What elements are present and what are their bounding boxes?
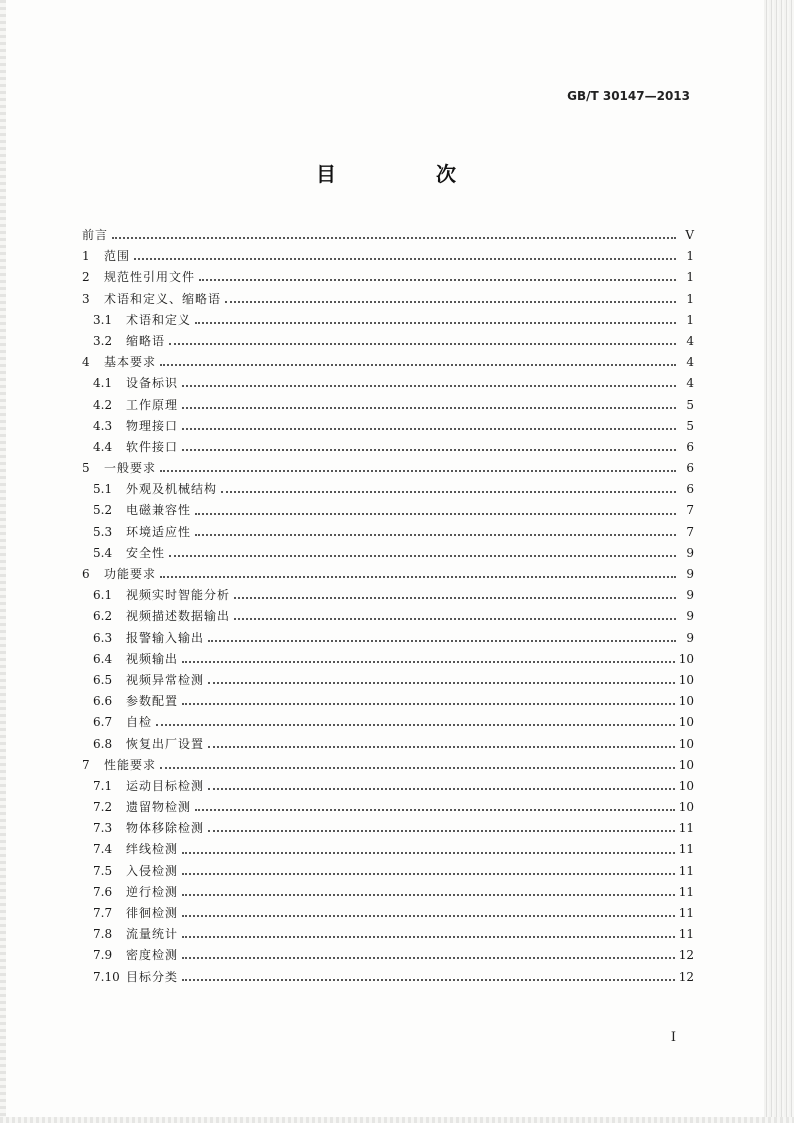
toc-entry-title: 工作原理 [126,397,179,412]
dot-leader [195,533,676,536]
toc-entry-page: 6 [686,482,694,497]
toc-entry-number: 5.1 [93,482,113,497]
toc-entry[interactable] [82,606,694,627]
toc-entry-title: 基本要求 [104,355,157,370]
toc-entry[interactable] [82,352,694,373]
dot-leader [208,639,676,642]
dot-leader [182,384,676,387]
toc-entry-number: 7.4 [93,842,113,857]
dot-leader [182,872,675,875]
toc-entry[interactable] [82,373,694,394]
toc-entry-page: 10 [678,800,694,815]
toc-entry[interactable] [82,500,694,521]
dot-leader [160,766,675,769]
dot-leader [112,236,676,239]
toc-entry-page: 5 [686,418,694,433]
toc-entry-page: 5 [686,397,694,412]
toc-entry[interactable] [82,734,694,755]
toc-entry-number: 7 [82,757,90,772]
toc-entry-number: 4.4 [93,439,113,454]
toc-entry-page: 7 [686,524,694,539]
toc-entry-title: 视频异常检测 [126,672,205,687]
toc-entry[interactable] [82,945,694,966]
toc-entry[interactable] [82,818,694,839]
dot-leader [169,554,676,557]
toc-entry[interactable] [82,564,694,585]
dot-leader [182,448,676,451]
toc-entry-number: 7.3 [93,821,113,836]
toc-entry-title: 自检 [126,715,153,730]
toc-entry-title: 环境适应性 [126,524,192,539]
dot-leader [199,278,676,281]
toc-entry-page: 9 [686,545,694,560]
dot-leader [160,575,676,578]
toc-entry-page: 1 [686,270,694,285]
toc-entry-number: 2 [82,270,90,285]
toc-entry[interactable] [82,924,694,945]
toc-entry[interactable] [82,522,694,543]
toc-entry-number: 6.4 [93,651,113,666]
toc-entry[interactable] [82,755,694,776]
dot-leader [195,808,675,811]
toc-entry-title: 运动目标检测 [126,778,205,793]
toc-entry-title: 性能要求 [104,757,157,772]
toc-entry-number: 4.1 [93,376,113,391]
dot-leader [156,723,675,726]
toc-entry-number: 6.6 [93,694,113,709]
toc-entry-number: 5.4 [93,545,113,560]
toc-entry[interactable] [82,479,694,500]
dot-leader [208,745,675,748]
toc-entry-page: 4 [686,355,694,370]
toc-entry-number: 5 [82,461,90,476]
toc-entry-title: 参数配置 [126,694,179,709]
toc-entry-page: 6 [686,461,694,476]
toc-entry-page: 9 [686,567,694,581]
toc-entry-number: 3 [82,291,90,306]
toc-entry-title: 设备标识 [126,376,179,391]
toc-entry-title: 外观及机械结构 [126,482,218,497]
toc-entry-number: 7.7 [93,906,113,920]
toc-entry-title: 目标分类 [126,969,179,984]
toc-entry-title: 前言 [82,228,109,242]
toc-entry-title: 报警输入输出 [126,630,205,645]
toc-entry-number: 3.1 [93,312,113,327]
toc-entry-number: 7.9 [93,948,113,963]
toc-entry-number: 6.8 [93,736,113,751]
standard-code: GB/T 30147—2013 [567,89,690,103]
toc-entry[interactable] [82,246,694,267]
toc-entry-title: 徘徊检测 [126,906,179,920]
toc-entry-number: 4 [82,355,90,370]
toc-entry-number: 4.3 [93,418,113,433]
dot-leader [234,596,676,599]
dot-leader [182,851,675,854]
toc-entry[interactable] [82,585,694,606]
toc-entry-title: 密度检测 [126,948,179,963]
toc-entry[interactable] [82,331,694,352]
dot-leader [182,956,675,959]
dot-leader [221,490,676,493]
dot-leader [208,681,675,684]
toc-entry-page: 1 [686,312,694,327]
toc-entry-title: 流量统计 [126,927,179,942]
scan-edge-bottom [0,1117,794,1123]
dot-leader [195,512,676,515]
toc-entry[interactable] [82,712,694,733]
dot-leader [208,787,675,790]
toc-entry-page: 10 [678,715,694,730]
toc-entry-page: 11 [678,821,694,836]
toc-entry-number: 6.7 [93,715,113,730]
toc-entry-title: 遗留物检测 [126,800,192,815]
toc-entry[interactable] [82,903,694,924]
table-of-contents [82,225,694,988]
toc-entry-page: 1 [686,249,694,264]
dot-leader [160,469,676,472]
dot-leader [195,321,676,324]
toc-entry-page: 4 [686,333,694,348]
toc-entry-page: 11 [678,842,694,857]
toc-entry-number: 6.2 [93,609,113,624]
toc-entry-number: 7.6 [93,884,113,899]
toc-entry-number: 7.1 [93,778,113,793]
dot-leader [182,406,676,409]
toc-entry[interactable] [82,289,694,310]
dot-leader [182,914,675,917]
dot-leader [182,893,675,896]
toc-entry-number: 7.5 [93,863,113,878]
toc-entry-page: 10 [678,672,694,687]
toc-entry-number: 6.5 [93,672,113,687]
toc-entry[interactable] [82,628,694,649]
toc-entry-page: 4 [686,376,694,391]
toc-entry-page: 12 [678,948,694,963]
toc-entry-title: 视频输出 [126,651,179,666]
toc-entry-title: 术语和定义 [126,312,192,327]
toc-entry-page: 9 [686,630,694,645]
toc-entry[interactable] [82,649,694,670]
toc-entry-title: 恢复出厂设置 [126,736,205,751]
toc-entry-number: 5.3 [93,524,113,539]
toc-entry-number: 3.2 [93,333,113,348]
dot-leader [169,342,676,345]
toc-entry-page: 9 [686,609,694,624]
toc-entry-title: 入侵检测 [126,863,179,878]
toc-entry[interactable] [82,691,694,712]
toc-entry-page: 10 [678,651,694,666]
toc-entry[interactable] [82,416,694,437]
dot-leader [182,427,676,430]
toc-entry[interactable] [82,839,694,860]
toc-entry-page: 9 [686,588,694,603]
toc-entry-page: 12 [678,969,694,984]
toc-entry-page: 7 [686,503,694,518]
toc-entry-number: 6.3 [93,630,113,645]
toc-entry[interactable] [82,670,694,691]
toc-entry-page: 11 [678,927,694,942]
dot-leader [182,702,675,705]
toc-entry[interactable] [82,458,694,479]
toc-entry-number: 7.10 [93,969,120,984]
toc-entry-title: 软件接口 [126,439,179,454]
toc-entry-number: 6 [82,567,90,581]
toc-entry-page: 11 [678,884,694,899]
toc-entry-title: 视频描述数据输出 [126,609,231,624]
toc-entry-page: 10 [678,736,694,751]
toc-entry-number: 1 [82,249,90,264]
toc-entry[interactable] [82,861,694,882]
toc-entry[interactable] [82,882,694,903]
toc-entry-page: 1 [686,291,694,306]
dot-leader [182,935,675,938]
dot-leader [234,617,676,620]
toc-entry-title: 安全性 [126,545,166,560]
toc-entry[interactable] [82,395,694,416]
toc-entry-title: 缩略语 [126,333,166,348]
toc-entry-title: 逆行检测 [126,884,179,899]
dot-leader [182,978,675,981]
toc-entry-page: Ⅴ [685,228,694,242]
toc-entry[interactable] [82,797,694,818]
toc-entry-title: 视频实时智能分析 [126,588,231,603]
page-title: 目 次 [316,162,496,186]
toc-entry-page: 10 [678,757,694,772]
toc-entry-title: 物理接口 [126,418,179,433]
toc-entry[interactable] [82,225,694,246]
toc-entry-number: 7.8 [93,927,113,942]
toc-entry-number: 6.1 [93,588,113,603]
toc-entry-title: 物体移除检测 [126,821,205,836]
toc-entry-page: 6 [686,439,694,454]
toc-entry-title: 功能要求 [104,567,157,581]
toc-entry-title: 电磁兼容性 [126,503,192,518]
toc-entry-page: 10 [678,778,694,793]
toc-entry-page: 10 [678,694,694,709]
toc-entry-title: 范围 [104,249,131,264]
toc-entry-page: 11 [678,863,694,878]
dot-leader [134,257,676,260]
toc-entry[interactable] [82,310,694,331]
toc-entry-title: 规范性引用文件 [104,270,196,285]
toc-entry-page: 11 [678,906,694,920]
dot-leader [182,660,675,663]
toc-entry[interactable] [82,543,694,564]
toc-entry[interactable] [82,967,694,988]
toc-entry[interactable] [82,776,694,797]
toc-entry-number: 4.2 [93,397,113,412]
dot-leader [160,363,676,366]
toc-entry-title: 术语和定义、缩略语 [104,291,222,306]
toc-entry-number: 5.2 [93,503,113,518]
toc-entry-title: 绊线检测 [126,842,179,857]
footer-page-number: Ⅰ [670,1030,676,1045]
toc-entry[interactable] [82,437,694,458]
toc-entry[interactable] [82,267,694,288]
dot-leader [208,829,675,832]
toc-entry-number: 7.2 [93,800,113,815]
toc-entry-title: 一般要求 [104,461,157,476]
dot-leader [225,300,676,303]
